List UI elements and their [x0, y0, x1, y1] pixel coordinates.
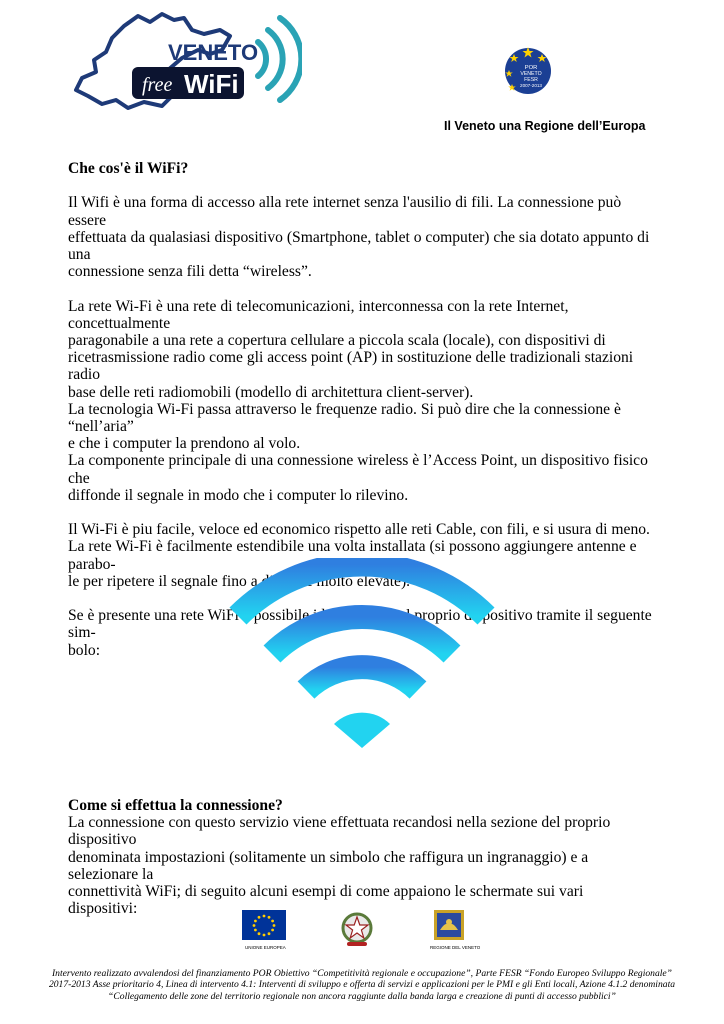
footer-funding-text [30, 968, 694, 1002]
footer-line: Intervento realizzato avvalendosi del finanziamento POR Obiettivo “Competitività regionale e occupazione”, Parte FESR “Fondo Europeo Sviluppo Regionale” [51, 968, 673, 979]
paragraph-line: La connessione con questo servizio viene effettuata recandosi nella sezione del proprio dispositivo [68, 814, 611, 849]
por-veneto-fesr-logo [503, 44, 553, 98]
paragraph-line: La rete Wi-Fi è facilmente estendibile una volta installata (si possono aggiungere antenne e parabo- [68, 538, 637, 573]
paragraph-line: ricetrasmissione radio come gli access point (AP) in sostituzione delle tradizionali stazioni radio [68, 349, 634, 384]
italian-republic-emblem [338, 910, 376, 955]
footer-line: 2017-2013 Asse prioritario 4, Linea di intervento 4.1: Interventi di sviluppo e offerta di servizi e applicazioni per le PMI e gli Enti locali, Azione 4.1.2 denominata [48, 979, 676, 991]
eu-flag-logo [242, 910, 286, 950]
paragraph-line: denominata impostazioni (solitamente un simbolo che raffigura un ingranaggio) e a selezionare la [68, 848, 589, 883]
paragraph-line: paragonabile a una rete a copertura cellulare a piccola scala (locale), con dispositivi di [68, 332, 606, 349]
section-title: Che cos'è il WiFi? [68, 160, 189, 177]
connection-section [68, 797, 653, 917]
paragraph-line: Se è presente una rete WiFi è possibile identificarla sul proprio dispositivo tramite il seguente sim- [68, 607, 652, 642]
paragraph-line: Il Wifi è una forma di accesso alla rete internet senza l'ausilio di fili. La connessione può essere [68, 194, 622, 229]
header-tagline: Il Veneto una Regione dell’Europa [444, 119, 646, 133]
regione-logo-caption: REGIONE DEL VENETO [430, 945, 481, 950]
paragraph-line: e che i computer la prendono al volo. [68, 435, 301, 453]
por-logo-line: FESR [524, 77, 538, 83]
paragraph-line: La tecnologia Wi-Fi passa attraverso le frequenze radio. Si può dire che la connessione è “nell’aria” [68, 400, 621, 436]
paragraph-line: diffonde il segnale in modo che i computer lo rilevino. [68, 486, 409, 504]
footer-logos [238, 910, 481, 956]
paragraph-line: base delle reti radiomobili (modello di architettura client-server). [68, 383, 474, 401]
paragraph-line: le per ripetere il segnale fino a distanze molto elevate). [68, 572, 411, 590]
section-title: Come si effettua la connessione? [68, 797, 283, 814]
por-logo-line: POR [524, 65, 538, 71]
paragraph-line: effettuata da qualasiasi dispositivo (Smartphone, tablet o computer) che sia dotato appunto di una [68, 228, 650, 263]
paragraph-line: connessione senza fili detta “wireless”. [68, 263, 312, 281]
por-logo-line: VENETO [520, 71, 542, 77]
regione-veneto-logo [428, 910, 481, 950]
eu-logo-caption: UNIONE EUROPEA [245, 945, 286, 950]
wifi-icon [228, 558, 496, 750]
paragraph-line: La componente principale di una connessione wireless è l’Access Point, un dispositivo fisico che [68, 452, 648, 487]
paragraph-line: Il Wi-Fi è piu facile, veloce ed economico rispetto alle reti Cable, con fili, e si usura di meno. [68, 521, 650, 539]
paragraph-line: bolo: [68, 641, 101, 659]
paragraph-line: connettività WiFi; di seguito alcuni esempi di come appaiono le schermate sui vari dispositivi: [68, 883, 584, 918]
por-logo-line: 2007-2013 [520, 83, 542, 88]
paragraph-line: La rete Wi-Fi è una rete di telecomunicazioni, interconnessa con la rete Internet, concettualmente [68, 297, 569, 332]
veneto-free-wifi-logo [72, 10, 302, 115]
logo-wifi-text: WiFi [184, 69, 239, 99]
footer-line: “Collegamento delle zone del territorio regionale non ancora raggiunte dalla banda larga e creazione di punti di accesso pubblici” [108, 990, 616, 1002]
logo-veneto-text: VENETO [168, 40, 259, 65]
logo-free-text: free [142, 74, 173, 96]
